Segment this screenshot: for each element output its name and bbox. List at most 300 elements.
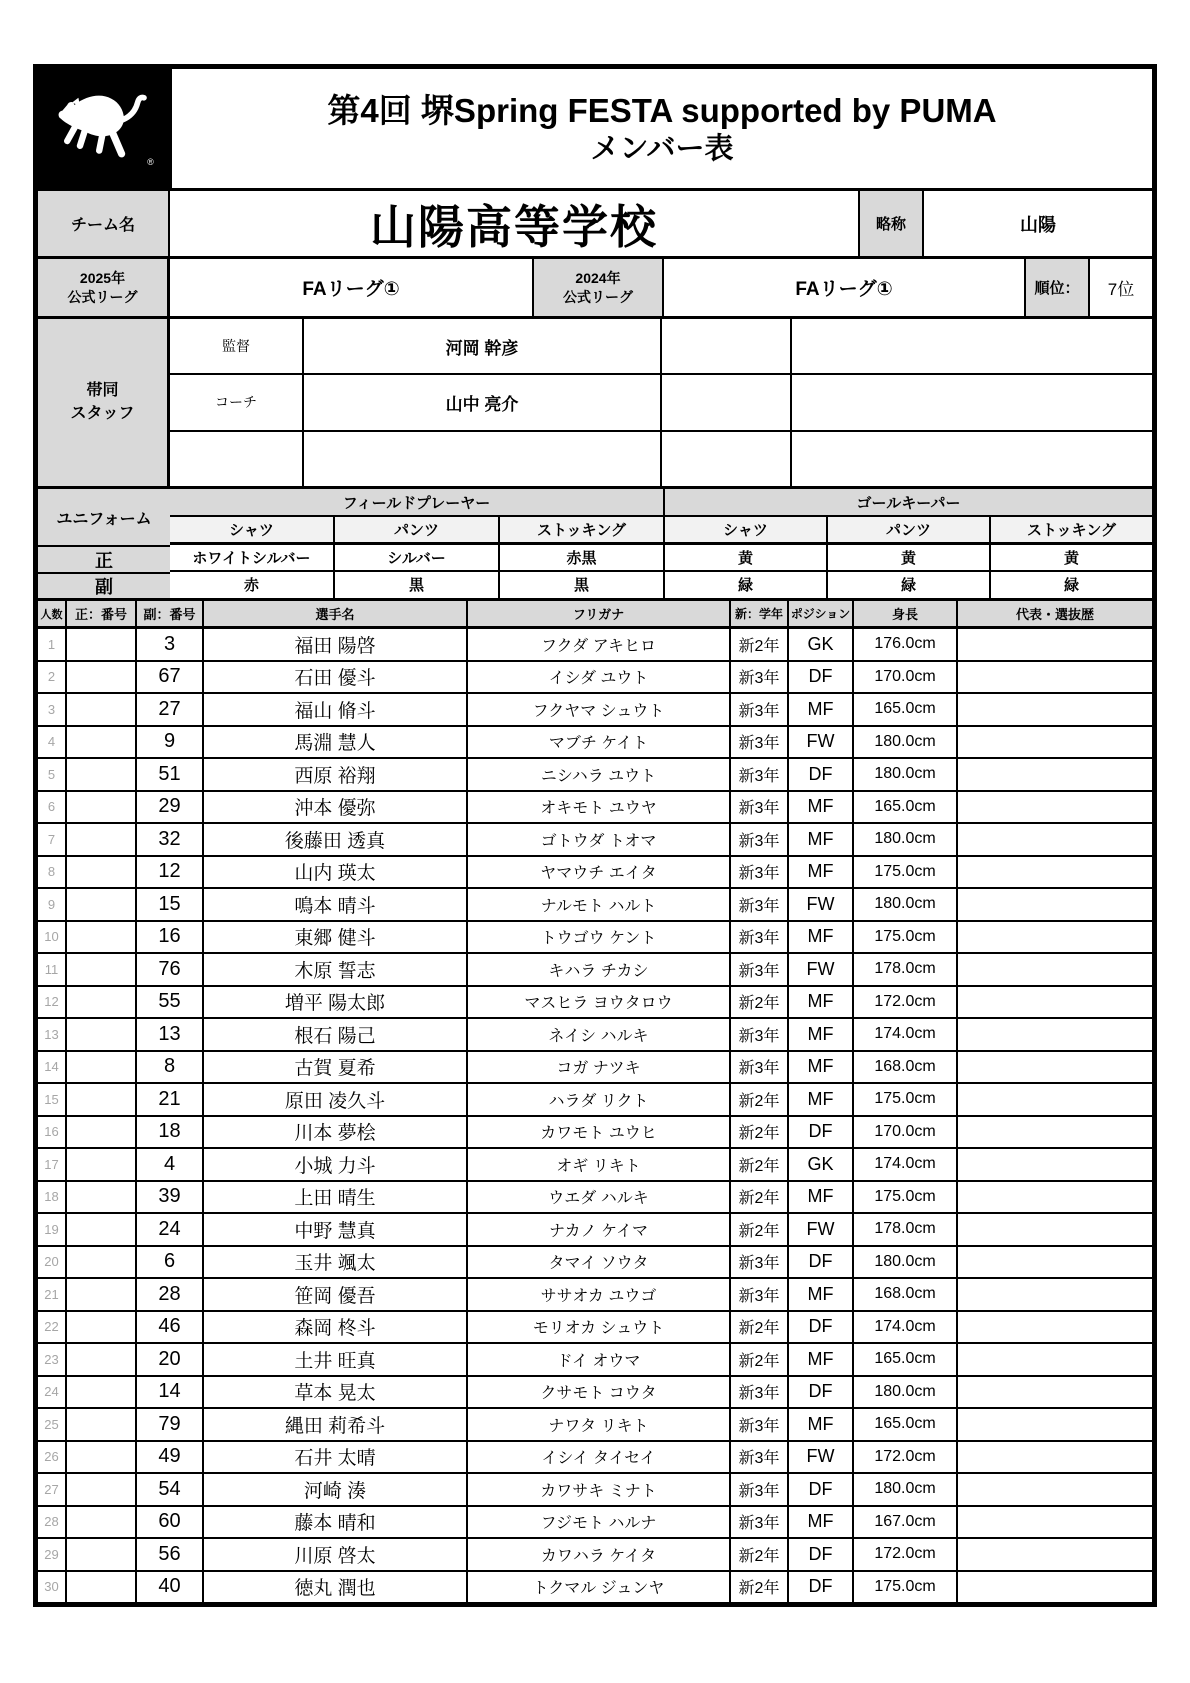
- league-2025-label-line2: 公式リーグ: [67, 288, 138, 305]
- player-history: [958, 1409, 1152, 1440]
- player-name: 川原 啓太: [204, 1539, 468, 1570]
- abbr-label: 略称: [860, 191, 924, 256]
- player-row: [38, 694, 1152, 727]
- uniform-primary-label: 正: [38, 547, 170, 574]
- player-furigana: ハラダ リクト: [468, 1084, 731, 1115]
- player-history: [958, 889, 1152, 920]
- player-main-number: [67, 889, 137, 920]
- player-history: [958, 824, 1152, 855]
- player-position: GK: [789, 629, 854, 660]
- player-grade: 新2年: [731, 1312, 789, 1343]
- player-position: MF: [789, 1344, 854, 1375]
- player-height: 168.0cm: [854, 1279, 958, 1310]
- team-name-label: チーム名: [38, 191, 170, 256]
- player-height: 178.0cm: [854, 1214, 958, 1245]
- player-position: MF: [789, 922, 854, 953]
- player-name: 石田 優斗: [204, 662, 468, 693]
- player-furigana: フジモト ハルナ: [468, 1507, 731, 1538]
- player-main-number: [67, 1539, 137, 1570]
- player-furigana: オキモト ユウヤ: [468, 792, 731, 823]
- player-position: MF: [789, 1084, 854, 1115]
- player-row-number: 24: [38, 1377, 67, 1408]
- player-sub-number: 9: [137, 727, 204, 758]
- player-furigana: マスヒラ ヨウタロウ: [468, 987, 731, 1018]
- player-position: DF: [789, 662, 854, 693]
- header-history: 代表・選抜歴: [958, 601, 1152, 626]
- player-sub-number: 21: [137, 1084, 204, 1115]
- player-row: [38, 1247, 1152, 1280]
- player-furigana: イシイ タイセイ: [468, 1442, 731, 1473]
- player-position: DF: [789, 1312, 854, 1343]
- player-history: [958, 1507, 1152, 1538]
- player-name: 小城 力斗: [204, 1149, 468, 1180]
- player-grade: 新3年: [731, 1247, 789, 1278]
- player-position: FW: [789, 954, 854, 985]
- player-name: 原田 凌久斗: [204, 1084, 468, 1115]
- player-row-number: 16: [38, 1117, 67, 1148]
- player-name: 土井 旺真: [204, 1344, 468, 1375]
- staff-label: [38, 319, 170, 486]
- player-grade: 新3年: [731, 694, 789, 725]
- player-main-number: [67, 792, 137, 823]
- staff-row: [170, 319, 1152, 375]
- player-row-number: 18: [38, 1182, 67, 1213]
- player-position: DF: [789, 1474, 854, 1505]
- league-2024-value: FAリーグ①: [664, 259, 1026, 316]
- player-row-number: 13: [38, 1019, 67, 1050]
- player-row-number: 17: [38, 1149, 67, 1180]
- player-history: [958, 629, 1152, 660]
- player-height: 167.0cm: [854, 1507, 958, 1538]
- player-grade: 新3年: [731, 1019, 789, 1050]
- player-row: [38, 1344, 1152, 1377]
- puma-logo: [38, 69, 172, 188]
- player-row-number: 15: [38, 1084, 67, 1115]
- header-count: 人数: [38, 601, 67, 626]
- staff-role2: [662, 432, 792, 486]
- player-row-number: 6: [38, 792, 67, 823]
- player-grade: 新3年: [731, 1052, 789, 1083]
- player-height: 172.0cm: [854, 987, 958, 1018]
- player-main-number: [67, 1312, 137, 1343]
- player-main-number: [67, 1084, 137, 1115]
- player-furigana: トクマル ジュンヤ: [468, 1572, 731, 1603]
- player-row-number: 26: [38, 1442, 67, 1473]
- player-main-number: [67, 857, 137, 888]
- goalkeeper-header: ゴールキーパー: [665, 489, 1152, 515]
- header-player-name: 選手名: [204, 601, 468, 626]
- player-sub-number: 24: [137, 1214, 204, 1245]
- player-name: 森岡 柊斗: [204, 1312, 468, 1343]
- title-band: [38, 69, 1152, 191]
- player-furigana: トウゴウ ケント: [468, 922, 731, 953]
- player-history: [958, 1442, 1152, 1473]
- player-height: 170.0cm: [854, 662, 958, 693]
- player-row-number: 10: [38, 922, 67, 953]
- player-history: [958, 1052, 1152, 1083]
- primary-gk-pants: 黄: [828, 545, 991, 569]
- player-position: DF: [789, 759, 854, 790]
- player-height: 168.0cm: [854, 1052, 958, 1083]
- player-history: [958, 792, 1152, 823]
- player-furigana: カワサキ ミナト: [468, 1474, 731, 1505]
- player-furigana: ナカノ ケイマ: [468, 1214, 731, 1245]
- staff-role2: [662, 319, 792, 373]
- player-history: [958, 922, 1152, 953]
- player-history: [958, 1117, 1152, 1148]
- rank-label: 順位：: [1026, 259, 1090, 316]
- primary-gk-stocking: 黄: [1063, 550, 1079, 568]
- player-main-number: [67, 922, 137, 953]
- player-furigana: フクヤマ シュウト: [468, 694, 731, 725]
- player-sub-number: 55: [137, 987, 204, 1018]
- secondary-fp-pants: 黒: [335, 572, 500, 598]
- player-sub-number: 49: [137, 1442, 204, 1473]
- player-name: 根石 陽己: [204, 1019, 468, 1050]
- player-furigana: ネイシ ハルキ: [468, 1019, 731, 1050]
- player-row: [38, 1019, 1152, 1052]
- player-row: [38, 824, 1152, 857]
- player-height: 175.0cm: [854, 922, 958, 953]
- player-furigana: タマイ ソウタ: [468, 1247, 731, 1278]
- player-furigana: クサモト コウタ: [468, 1377, 731, 1408]
- uniform-secondary-label: 副: [38, 574, 170, 598]
- player-grade: 新2年: [731, 1539, 789, 1570]
- player-row: [38, 987, 1152, 1020]
- player-name: 古賀 夏希: [204, 1052, 468, 1083]
- player-name: 沖本 優弥: [204, 792, 468, 823]
- player-name: 福田 陽啓: [204, 629, 468, 660]
- player-name: 山内 瑛太: [204, 857, 468, 888]
- player-position: MF: [789, 1019, 854, 1050]
- team-name-value: 山陽高等学校: [170, 191, 860, 256]
- player-history: [958, 1247, 1152, 1278]
- player-position: MF: [789, 1409, 854, 1440]
- player-row: [38, 629, 1152, 662]
- staff-name: [304, 432, 662, 486]
- player-sub-number: 54: [137, 1474, 204, 1505]
- player-name: 馬淵 慧人: [204, 727, 468, 758]
- player-row: [38, 1474, 1152, 1507]
- player-row-number: 7: [38, 824, 67, 855]
- primary-fp-stocking: 赤黒: [500, 545, 665, 569]
- player-position: FW: [789, 1442, 854, 1473]
- player-sub-number: 39: [137, 1182, 204, 1213]
- player-position: FW: [789, 1214, 854, 1245]
- player-row: [38, 727, 1152, 760]
- player-name: 後藤田 透真: [204, 824, 468, 855]
- sheet-subtitle: メンバー表: [590, 132, 734, 165]
- player-row: [38, 857, 1152, 890]
- player-row: [38, 1507, 1152, 1540]
- player-row: [38, 1377, 1152, 1410]
- player-history: [958, 694, 1152, 725]
- player-height: 174.0cm: [854, 1312, 958, 1343]
- player-sub-number: 14: [137, 1377, 204, 1408]
- player-history: [958, 1149, 1152, 1180]
- player-furigana: ナワタ リキト: [468, 1409, 731, 1440]
- player-position: GK: [789, 1149, 854, 1180]
- player-grade: 新3年: [731, 889, 789, 920]
- secondary-gk-stocking: 緑: [1063, 577, 1079, 595]
- player-position: MF: [789, 987, 854, 1018]
- player-sub-number: 16: [137, 922, 204, 953]
- player-name: 上田 晴生: [204, 1182, 468, 1213]
- abbr-value: 山陽: [1020, 214, 1056, 235]
- player-position: FW: [789, 727, 854, 758]
- player-grade: 新3年: [731, 1409, 789, 1440]
- header-grade: 新：学年: [731, 601, 789, 626]
- team-row: [38, 191, 1152, 259]
- player-history: [958, 1312, 1152, 1343]
- player-sub-number: 13: [137, 1019, 204, 1050]
- player-grade: 新2年: [731, 987, 789, 1018]
- staff-name: 河岡 幹彦: [304, 319, 662, 373]
- player-sub-number: 20: [137, 1344, 204, 1375]
- gk-stocking-header: ストッキング: [991, 517, 1152, 542]
- header-sub-number: 副：番号: [137, 601, 204, 626]
- league-row: [38, 259, 1152, 319]
- player-sub-number: 51: [137, 759, 204, 790]
- player-history: [958, 954, 1152, 985]
- player-furigana: カワモト ユウヒ: [468, 1117, 731, 1148]
- player-main-number: [67, 954, 137, 985]
- secondary-fp-shirt: 赤: [170, 572, 335, 598]
- player-grade: 新3年: [731, 922, 789, 953]
- player-row-number: 11: [38, 954, 67, 985]
- player-row: [38, 1117, 1152, 1150]
- fp-stocking-header: ストッキング: [500, 517, 665, 542]
- player-height: 180.0cm: [854, 1247, 958, 1278]
- league-2024-label-line1: 2024年: [575, 270, 621, 287]
- player-grade: 新2年: [731, 1084, 789, 1115]
- player-furigana: マブチ ケイト: [468, 727, 731, 758]
- player-name: 西原 裕翔: [204, 759, 468, 790]
- player-main-number: [67, 662, 137, 693]
- sheet-title: [172, 69, 1152, 188]
- player-grade: 新2年: [731, 1344, 789, 1375]
- gk-shirt-header: シャツ: [665, 517, 828, 542]
- gk-pants-header: パンツ: [828, 517, 991, 542]
- player-furigana: ゴトウダ トオマ: [468, 824, 731, 855]
- player-grade: 新2年: [731, 1117, 789, 1148]
- player-height: 180.0cm: [854, 1377, 958, 1408]
- staff-name2: [792, 319, 1152, 373]
- player-row-number: 3: [38, 694, 67, 725]
- player-height: 172.0cm: [854, 1539, 958, 1570]
- player-position: MF: [789, 1182, 854, 1213]
- player-name: 石井 太晴: [204, 1442, 468, 1473]
- player-height: 175.0cm: [854, 1182, 958, 1213]
- secondary-gk-shirt: 緑: [665, 572, 828, 598]
- player-position: DF: [789, 1117, 854, 1148]
- uniform-section: [38, 489, 1152, 601]
- primary-fp-pants: シルバー: [335, 545, 500, 569]
- player-row: [38, 662, 1152, 695]
- player-height: 180.0cm: [854, 727, 958, 758]
- player-row: [38, 1084, 1152, 1117]
- player-sub-number: 46: [137, 1312, 204, 1343]
- league-2024-label: [534, 259, 664, 316]
- player-name: 福山 脩斗: [204, 694, 468, 725]
- player-furigana: モリオカ シュウト: [468, 1312, 731, 1343]
- player-row-number: 5: [38, 759, 67, 790]
- player-name: 笹岡 優吾: [204, 1279, 468, 1310]
- player-grade: 新3年: [731, 727, 789, 758]
- uniform-label: ユニフォーム: [38, 489, 170, 547]
- player-sub-number: 32: [137, 824, 204, 855]
- player-grade: 新3年: [731, 824, 789, 855]
- staff-section: [38, 319, 1152, 489]
- player-row: [38, 1409, 1152, 1442]
- player-row-number: 20: [38, 1247, 67, 1278]
- player-row-number: 27: [38, 1474, 67, 1505]
- player-height: 165.0cm: [854, 1344, 958, 1375]
- player-main-number: [67, 1507, 137, 1538]
- player-row-number: 22: [38, 1312, 67, 1343]
- player-main-number: [67, 1409, 137, 1440]
- member-sheet: [33, 64, 1157, 1607]
- player-position: MF: [789, 792, 854, 823]
- player-position: DF: [789, 1247, 854, 1278]
- player-name: 木原 誓志: [204, 954, 468, 985]
- player-name: 草本 晃太: [204, 1377, 468, 1408]
- player-furigana: ヤマウチ エイタ: [468, 857, 731, 888]
- player-row: [38, 954, 1152, 987]
- player-sub-number: 60: [137, 1507, 204, 1538]
- player-history: [958, 1572, 1152, 1603]
- player-sub-number: 76: [137, 954, 204, 985]
- player-main-number: [67, 1149, 137, 1180]
- player-row: [38, 1279, 1152, 1312]
- league-2025-label: [38, 259, 170, 316]
- player-row: [38, 1149, 1152, 1182]
- player-history: [958, 1344, 1152, 1375]
- player-sub-number: 28: [137, 1279, 204, 1310]
- player-furigana: コガ ナツキ: [468, 1052, 731, 1083]
- player-row-number: 25: [38, 1409, 67, 1440]
- player-history: [958, 1182, 1152, 1213]
- player-furigana: ドイ オウマ: [468, 1344, 731, 1375]
- league-2025-label-line1: 2025年: [79, 270, 126, 287]
- player-row-number: 9: [38, 889, 67, 920]
- player-history: [958, 1019, 1152, 1050]
- player-sub-number: 12: [137, 857, 204, 888]
- player-sub-number: 8: [137, 1052, 204, 1083]
- player-position: MF: [789, 1052, 854, 1083]
- header-main-number: 正：番号: [67, 601, 137, 626]
- player-main-number: [67, 1247, 137, 1278]
- player-grade: 新3年: [731, 1442, 789, 1473]
- player-row: [38, 889, 1152, 922]
- player-height: 180.0cm: [854, 759, 958, 790]
- player-row: [38, 1572, 1152, 1603]
- staff-role: 監督: [170, 319, 304, 373]
- player-position: DF: [789, 1539, 854, 1570]
- player-sub-number: 4: [137, 1149, 204, 1180]
- player-grade: 新2年: [731, 1149, 789, 1180]
- player-row-number: 12: [38, 987, 67, 1018]
- player-name: 増平 陽太郎: [204, 987, 468, 1018]
- player-row: [38, 922, 1152, 955]
- fp-pants-header: パンツ: [335, 517, 500, 542]
- player-position: FW: [789, 889, 854, 920]
- player-history: [958, 1279, 1152, 1310]
- player-main-number: [67, 1474, 137, 1505]
- player-height: 175.0cm: [854, 1572, 958, 1603]
- player-sub-number: 40: [137, 1572, 204, 1603]
- player-history: [958, 1539, 1152, 1570]
- player-main-number: [67, 1442, 137, 1473]
- player-row: [38, 1312, 1152, 1345]
- fp-shirt-header: シャツ: [170, 517, 335, 542]
- player-main-number: [67, 629, 137, 660]
- player-main-number: [67, 1279, 137, 1310]
- staff-label-line1: 帯同: [86, 382, 119, 400]
- player-row: [38, 1052, 1152, 1085]
- header-height: 身長: [854, 601, 958, 626]
- player-sub-number: 27: [137, 694, 204, 725]
- player-height: 175.0cm: [854, 857, 958, 888]
- uniform-grid: [170, 489, 1152, 598]
- player-row: [38, 1539, 1152, 1572]
- player-main-number: [67, 694, 137, 725]
- player-height: 165.0cm: [854, 1409, 958, 1440]
- player-row: [38, 1442, 1152, 1475]
- player-furigana: ウエダ ハルキ: [468, 1182, 731, 1213]
- staff-name2: [792, 432, 1152, 486]
- player-row-number: 4: [38, 727, 67, 758]
- player-main-number: [67, 1052, 137, 1083]
- registered-mark: ®: [147, 156, 154, 167]
- player-height: 174.0cm: [854, 1019, 958, 1050]
- player-furigana: ササオカ ユウゴ: [468, 1279, 731, 1310]
- player-height: 174.0cm: [854, 1149, 958, 1180]
- player-height: 180.0cm: [854, 889, 958, 920]
- player-history: [958, 1084, 1152, 1115]
- player-grade: 新3年: [731, 857, 789, 888]
- player-name: 玉井 颯太: [204, 1247, 468, 1278]
- player-history: [958, 759, 1152, 790]
- player-sub-number: 67: [137, 662, 204, 693]
- player-row-number: 2: [38, 662, 67, 693]
- player-row-number: 21: [38, 1279, 67, 1310]
- player-grade: 新3年: [731, 1507, 789, 1538]
- player-row-number: 28: [38, 1507, 67, 1538]
- player-furigana: オギ リキト: [468, 1149, 731, 1180]
- league-2024-label-line2: 公式リーグ: [563, 288, 633, 305]
- player-position: DF: [789, 1377, 854, 1408]
- player-sub-number: 15: [137, 889, 204, 920]
- player-row-number: 23: [38, 1344, 67, 1375]
- players-table-header: [38, 601, 1152, 629]
- player-main-number: [67, 1182, 137, 1213]
- player-grade: 新2年: [731, 629, 789, 660]
- staff-role: [170, 432, 304, 486]
- staff-label-line2: スタッフ: [70, 404, 135, 422]
- player-height: 175.0cm: [854, 1084, 958, 1115]
- player-history: [958, 1214, 1152, 1245]
- player-row-number: 29: [38, 1539, 67, 1570]
- player-row: [38, 792, 1152, 825]
- player-position: DF: [789, 1572, 854, 1603]
- player-furigana: ナルモト ハルト: [468, 889, 731, 920]
- player-main-number: [67, 824, 137, 855]
- player-furigana: フクダ アキヒロ: [468, 629, 731, 660]
- players-rows: [38, 629, 1152, 1602]
- secondary-fp-stocking: 黒: [500, 572, 665, 598]
- staff-rows: [170, 319, 1152, 486]
